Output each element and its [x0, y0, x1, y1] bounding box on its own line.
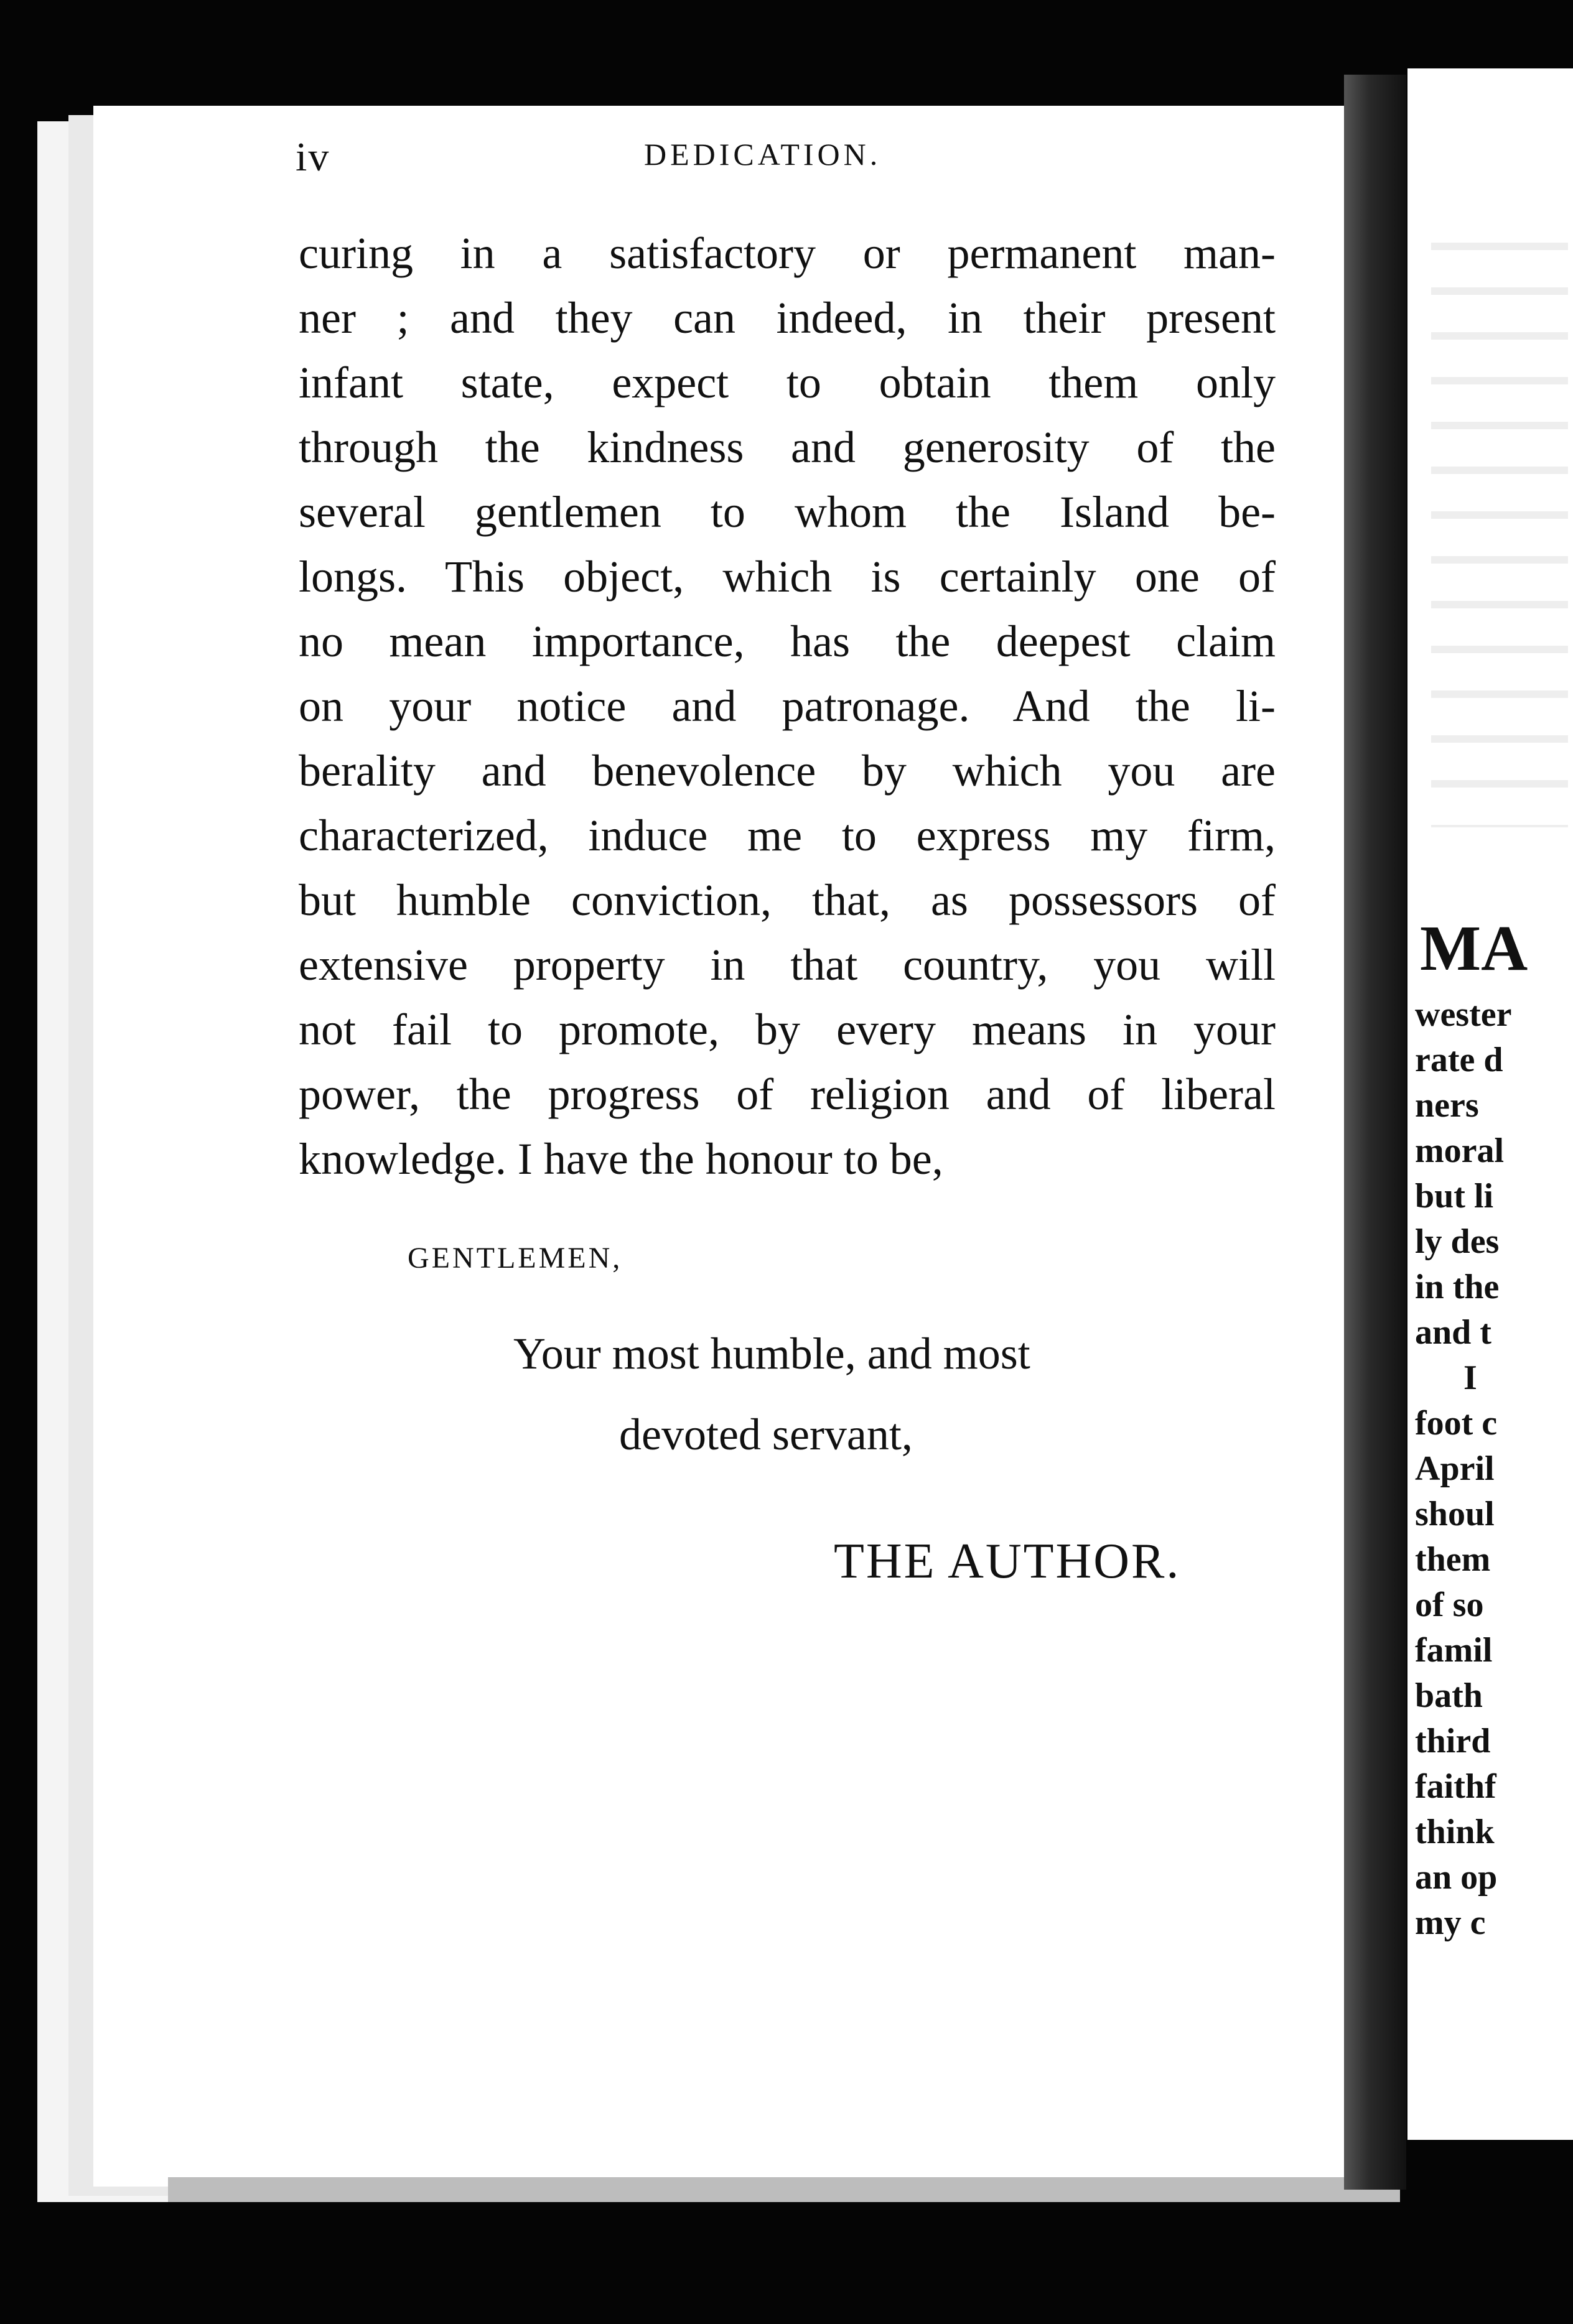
page-heading: DEDICATION.: [644, 137, 882, 172]
body-line: infant state, expect to obtain them only: [299, 358, 1276, 407]
body-line: extensive property in that country, you will: [299, 940, 1276, 990]
right-page-line: my c: [1415, 1903, 1486, 1942]
body-line: ner ; and they can indeed, in their present: [299, 293, 1276, 343]
closing-line: Your most humble, and most: [513, 1329, 1030, 1378]
running-head: [296, 134, 1279, 184]
show-through-text: [1431, 205, 1568, 827]
drop-cap: MA: [1420, 913, 1528, 984]
right-page-line: ners: [1415, 1086, 1479, 1125]
body-line: knowledge. I have the honour to be,: [299, 1134, 943, 1184]
right-page-line: April: [1415, 1449, 1495, 1488]
body-line: on your notice and patronage. And the li-: [299, 681, 1276, 731]
right-page-line: them: [1415, 1540, 1491, 1579]
right-page-line: but li: [1415, 1177, 1494, 1215]
right-page-line: an op: [1415, 1858, 1498, 1897]
right-page-line: bath: [1415, 1676, 1483, 1715]
right-page-text: [1407, 905, 1573, 1946]
dedication-body: [299, 221, 1276, 1191]
right-page-line: foot c: [1415, 1404, 1498, 1443]
right-page-line: ly des: [1415, 1222, 1500, 1261]
body-line: longs. This object, which is certainly one of: [299, 552, 1276, 602]
body-line: no mean importance, has the deepest claim: [299, 616, 1276, 666]
signature: THE AUTHOR.: [834, 1534, 1181, 1589]
body-line: curing in a satisfactory or permanent man-: [299, 228, 1276, 278]
right-page-line: shoul: [1415, 1495, 1495, 1533]
right-page-line: third: [1415, 1722, 1491, 1760]
body-line: but humble conviction, that, as possessors of: [299, 875, 1276, 925]
right-page-line: in the: [1415, 1268, 1500, 1306]
page-edge-shadow: [168, 2177, 1400, 2202]
body-line: characterized, induce me to express my firm,: [299, 811, 1276, 860]
body-line: berality and benevolence by which you are: [299, 746, 1276, 796]
closing-line: devoted servant,: [619, 1410, 913, 1459]
body-line: through the kindness and generosity of the: [299, 422, 1276, 472]
book-gutter: [1344, 75, 1406, 2190]
right-page-line: moral: [1415, 1132, 1505, 1170]
right-page-line: famil: [1415, 1631, 1493, 1670]
body-line: power, the progress of religion and of liberal: [299, 1069, 1276, 1119]
page-number: iv: [296, 134, 330, 180]
body-line: several gentlemen to whom the Island be-: [299, 487, 1276, 537]
right-page-line: think: [1415, 1813, 1495, 1851]
right-page-line: and t: [1415, 1313, 1491, 1352]
right-page-line: rate d: [1415, 1041, 1503, 1079]
right-page-line: of so: [1415, 1586, 1484, 1624]
body-line: not fail to promote, by every means in your: [299, 1005, 1276, 1054]
right-page-line: I: [1463, 1359, 1477, 1397]
right-page-line: faithf: [1415, 1767, 1496, 1806]
salutation: GENTLEMEN,: [408, 1242, 623, 1275]
right-page-line: wester: [1415, 995, 1512, 1034]
